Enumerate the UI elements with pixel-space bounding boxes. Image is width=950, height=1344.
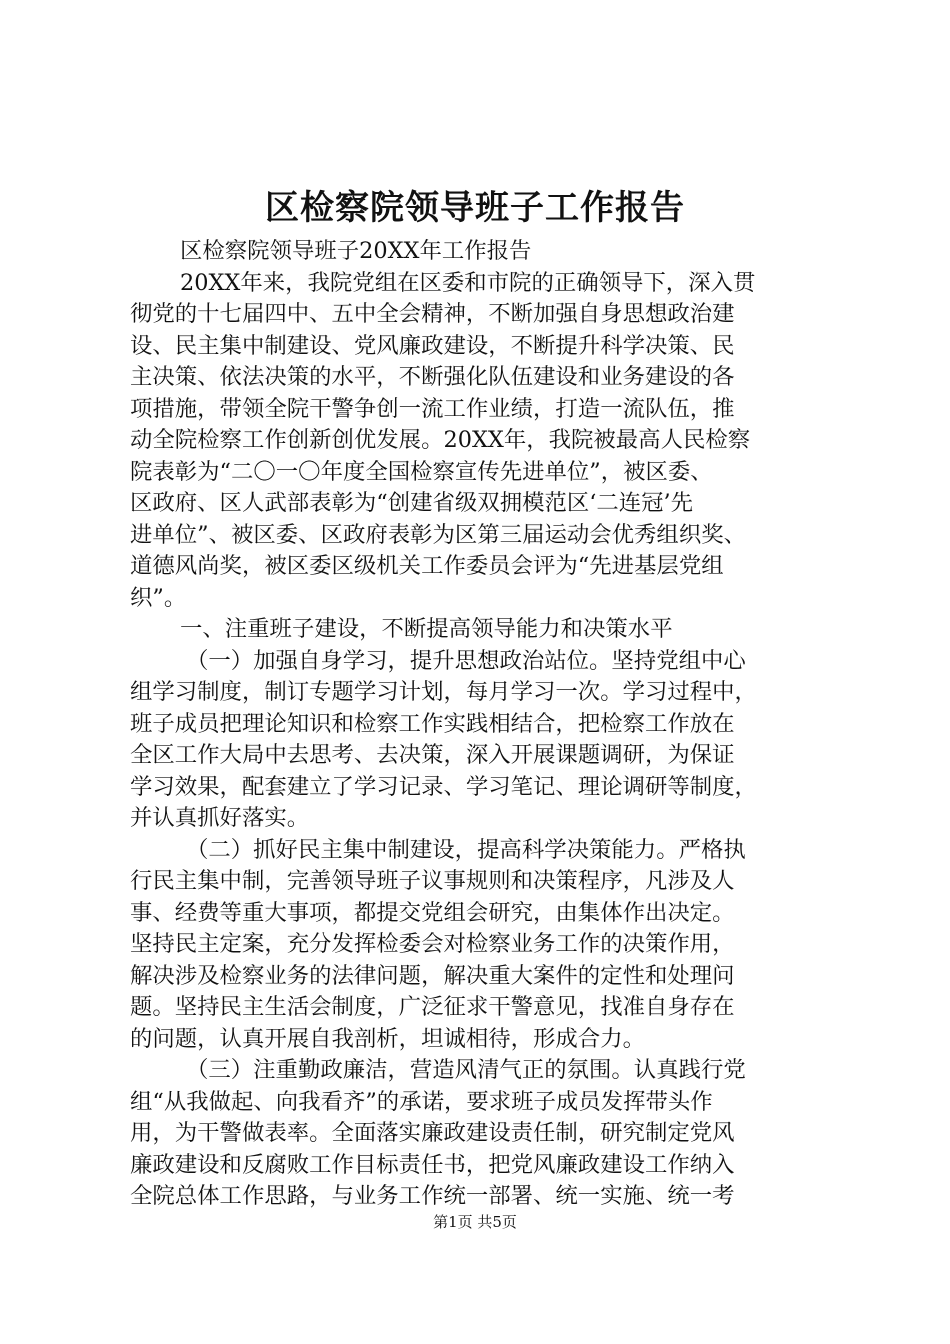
paragraph-line: 全区工作大局中去思考、去决策，深入开展课题调研，为保证 (130, 742, 735, 768)
paragraph-line: （三）注重勤政廉洁，营造风清气正的氛围。认真践行党 (186, 1057, 746, 1083)
paragraph-line: 院表彰为“二〇一〇年度全国检察宣传先进单位”，被区委、 (130, 458, 713, 485)
paragraph-line: 设、民主集中制建设、党风廉政建设，不断提升科学决策、民 (130, 332, 735, 359)
section-heading: 一、注重班子建设，不断提高领导能力和决策水平 (180, 616, 673, 642)
paragraph-line: 学习效果，配套建立了学习记录、学习笔记、理论调研等制度， (130, 773, 757, 800)
document-body (130, 236, 830, 1213)
paragraph-line: 用，为干警做表率。全面落实廉政建设责任制，研究制定党风 (130, 1120, 735, 1146)
subtitle-line: 区检察院领导班子20XX年工作报告 (180, 238, 532, 264)
paragraph-line: 20XX年来，我院党组在区委和市院的正确领导下，深入贯 (180, 269, 756, 296)
paragraph-line: 道德风尚奖，被区委区级机关工作委员会评为“先进基层党组 (130, 553, 724, 579)
paragraph-line: 全院总体工作思路，与业务工作统一部署、统一实施、统一考 (130, 1183, 735, 1209)
paragraph-line: 事、经费等重大事项，都提交党组会研究，由集体作出决定。 (130, 899, 735, 926)
paragraph-line: 坚持民主定案，充分发挥检委会对检察业务工作的决策作用， (130, 931, 735, 957)
paragraph-line: 解决涉及检察业务的法律问题，解决重大案件的定性和处理问 (130, 962, 735, 989)
paragraph-line: 项措施，带领全院干警争创一流工作业绩，打造一流队伍，推 (130, 395, 735, 422)
page-number: 第1页 共5页 (433, 1213, 517, 1231)
document-title: 区检察院领导班子工作报告 (265, 188, 685, 228)
paragraph-line: 进单位”、被区委、区政府表彰为区第三届运动会优秀组织奖、 (130, 521, 746, 548)
paragraph-line: 题。坚持民主生活会制度，广泛征求干警意见，找准自身存在 (130, 994, 735, 1020)
paragraph-line: （一）加强自身学习，提升思想政治站位。坚持党组中心 (186, 647, 746, 674)
paragraph-line: （二）抓好民主集中制建设，提高科学决策能力。严格执 (186, 836, 746, 863)
paragraph-line: 的问题，认真开展自我剖析，坦诚相待，形成合力。 (130, 1025, 645, 1052)
paragraph-line: 组学习制度，制订专题学习计划，每月学习一次。学习过程中， (130, 679, 757, 705)
paragraph-line: 组“从我做起、向我看齐”的承诺，要求班子成员发挥带头作 (130, 1088, 713, 1115)
paragraph-line: 动全院检察工作创新创优发展。20XX年，我院被最高人民检察 (130, 427, 751, 453)
paragraph-line: 区政府、区人武部表彰为“创建省级双拥模范区‘二连冠’先 (130, 490, 694, 516)
paragraph-line: 彻党的十七届四中、五中全会精神，不断加强自身思想政治建 (130, 301, 735, 327)
paragraph-line: 织”。 (130, 584, 187, 611)
paragraph-line: 廉政建设和反腐败工作目标责任书，把党风廉政建设工作纳入 (130, 1151, 735, 1178)
paragraph-line: 班子成员把理论知识和检察工作实践相结合，把检察工作放在 (130, 710, 735, 737)
paragraph-line: 并认真抓好落实。 (130, 805, 310, 831)
paragraph-line: 主决策、依法决策的水平，不断强化队伍建设和业务建设的各 (130, 364, 735, 390)
paragraph-line: 行民主集中制，完善领导班子议事规则和决策程序，凡涉及人 (130, 868, 735, 894)
